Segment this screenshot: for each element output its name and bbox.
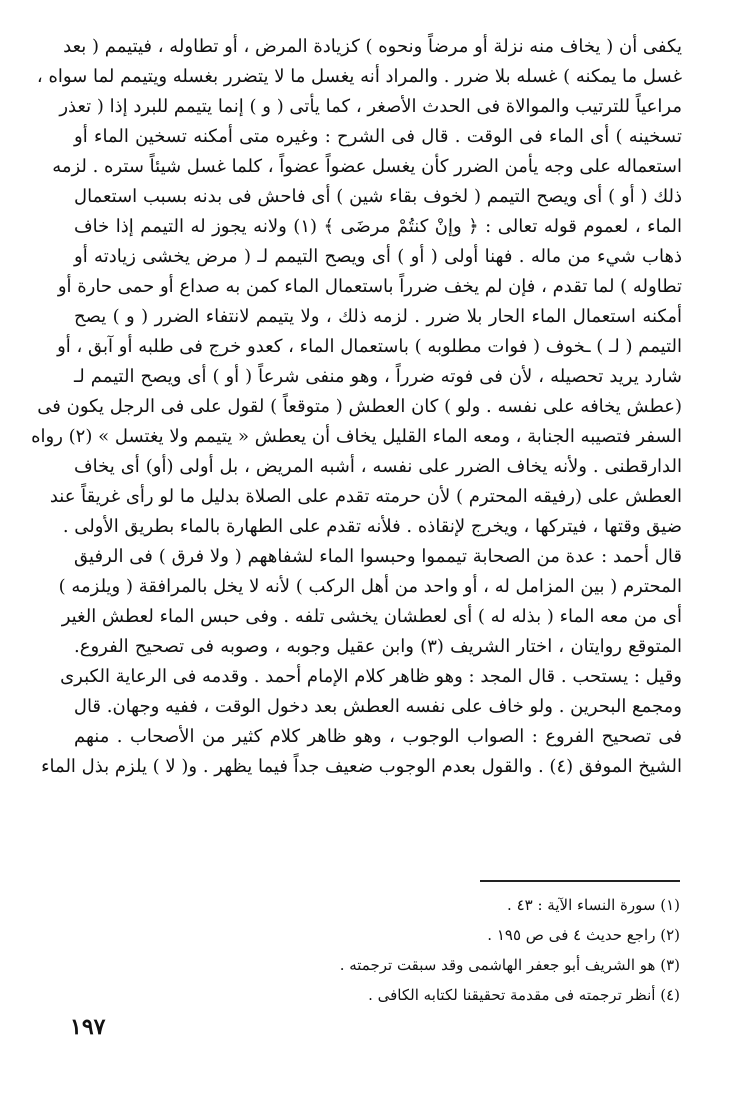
text-line: التيمم ( لـ ) ـخوف ( فوات مطلوبه ) باستعمال الماء ، كعدو خرج فى طلبه أو آبق ، أو — [57, 336, 682, 357]
footnote: (٢) راجع حديث ٤ فى ص ١٩٥ . — [487, 926, 680, 944]
text-line: العطش على (رفيقه المحترم ) لأن حرمته تقدم على الصلاة بدليل ما لو رأى غريقاً عند — [49, 486, 682, 507]
text-line: (عطش يخافه على نفسه . ولو ) كان العطش ( متوقعاً ) لقول على فى الرجل يكون فى — [37, 396, 682, 417]
text-line: مراعياً للترتيب والموالاة فى الحدث الأصغر ، كما يأتى ( و ) إنما يتيمم للبرد إذا ( تعذر — [59, 96, 682, 117]
text-line: الشيخ الموفق (٤) . والقول بعدم الوجوب ضعيف جداً فيما يظهر . و( لا ) يلزم بذل الماء — [41, 756, 682, 777]
footnotes-block — [280, 890, 680, 1010]
text-line: وقيل : يستحب . قال المجد : وهو ظاهر كلام الإمام أحمد . وقدمه فى الرعاية الكبرى — [60, 666, 682, 687]
footnote-divider — [480, 880, 680, 882]
text-line: تطاوله ) لما تقدم ، فإن لم يخف ضرراً باستعمال الماء كمن به صداع أو حمى حارة أو — [57, 276, 682, 297]
text-line: شارد يريد تحصيله ، لأن فى فوته ضرراً ، وهو منفى شرعاً ( أو ) أى ويصح التيمم لـ — [74, 366, 682, 387]
text-line: ذلك ( أو ) أى ويصح التيمم ( لخوف بقاء شين ) أى فاحش فى بدنه بسبب استعمال — [74, 186, 682, 207]
text-line: أى من معه الماء ( بذله له ) أى لعطشان يخشى تلفه . وفى حبس الماء لعطش الغير — [61, 606, 682, 627]
main-text-block — [31, 32, 682, 782]
text-line: استعماله على وجه يأمن الضرر كأن يغسل عضواً عضواً ، كلما غسل شيئاً ستره . لزمه — [52, 156, 682, 177]
text-line: أمكنه استعمال الماء الحار بلا ضرر . لزمه ذلك ، ولا يتيمم لانتفاء الضرر ( و ) يصح — [74, 306, 682, 327]
footnote: (١) سورة النساء الآية : ٤٣ . — [507, 896, 680, 914]
page-number: ١٩٧ — [70, 1014, 106, 1040]
text-line: فى تصحيح الفروع : الصواب الوجوب ، وهو ظاهر كلام كثير من الأصحاب . منهم — [74, 726, 682, 747]
text-line: قال أحمد : عدة من الصحابة تيمموا وحبسوا الماء لشفاههم ( ولا فرق ) فى الرفيق — [74, 546, 682, 567]
text-line: ضيق وقتها ، فيتركها ، ويخرج لإنقاذه . فلأنه تقدم على الطهارة بالماء بطريق الأولى . — [62, 516, 682, 537]
text-line: غسل ما يمكنه ) غسله بلا ضرر . والمراد أنه يغسل ما لا يتضرر بغسله ويتيمم لما سواه ، — [36, 66, 682, 87]
text-line: ذهاب شيء من ماله . فهنا أولى ( أو ) أى ويصح التيمم لـ ( مرض يخشى زيادته أو — [74, 246, 682, 267]
text-line: ومجمع البحرين . ولو خاف على نفسه العطش بعد دخول الوقت ، ففيه وجهان. قال — [73, 696, 682, 717]
text-line: تسخينه ) أى الماء فى الوقت . قال فى الشرح : وغيره متى أمكنه تسخين الماء أو — [74, 126, 682, 147]
footnote: (٣) هو الشريف أبو جعفر الهاشمى وقد سبقت ترجمته . — [339, 956, 680, 974]
footnote: (٤) أنظر ترجمته فى مقدمة تحقيقنا لكتابه الكافى . — [368, 986, 680, 1004]
text-line: المتوقع روايتان ، اختار الشريف (٣) وابن عقيل وجوبه ، وصوبه فى تصحيح الفروع. — [74, 636, 682, 657]
text-line: الدارقطنى . ولأنه يخاف الضرر على نفسه ، أشبه المريض ، بل أولى (أو) أى يخاف — [74, 456, 682, 477]
text-line: يكفى أن ( يخاف منه نزلة أو مرضاً ونحوه ) كزيادة المرض ، أو تطاوله ، فيتيمم ( بعد — [63, 36, 682, 57]
text-line: المحترم ( بين المزامل له ، أو واحد من أهل الركب ) لأنه لا يخل بالمرافقة ( ويلزمه ) — [58, 576, 682, 597]
text-line: السفر فتصيبه الجنابة ، ومعه الماء القليل يخاف أن يعطش « يتيمم ولا يغتسل » (٢) رواه — [31, 426, 682, 447]
text-line: الماء ، لعموم قوله تعالى : ﴿ وإنْ كنتُمْ مرضَى ﴾ (١) ولانه يجوز له التيمم إذا خاف — [74, 216, 682, 237]
